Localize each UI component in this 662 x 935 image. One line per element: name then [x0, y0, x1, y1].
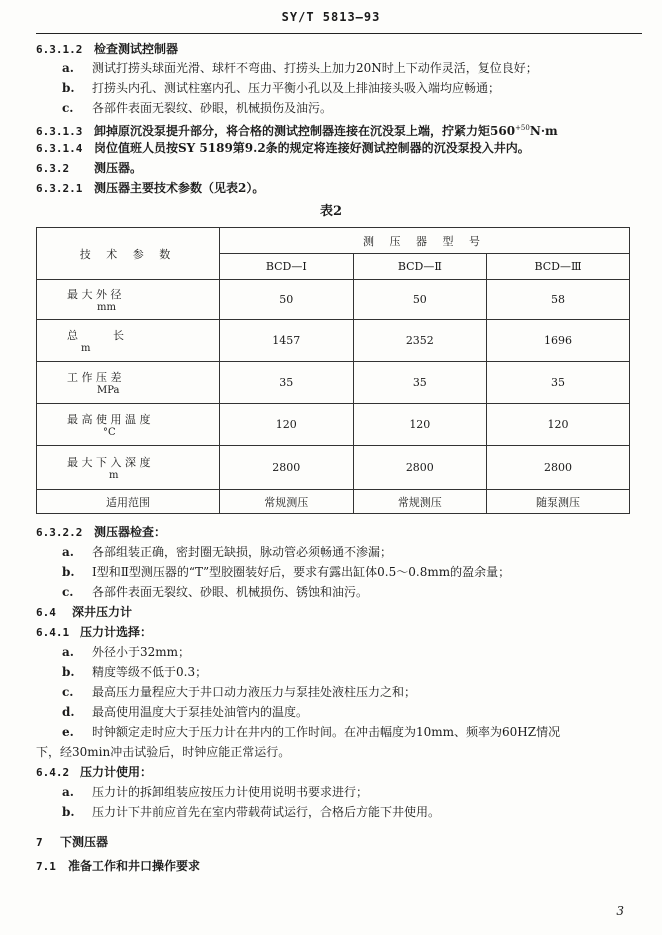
param-cell: 最 大 外 径 mm: [37, 280, 220, 320]
section-6-3-2-1: 6.3.2.1 测压器主要技术参数（见表2）。: [36, 181, 265, 195]
section-6-4-2-heading: 6.4.2 压力计使用：: [36, 765, 153, 779]
list-item: a. 各部组装正确，密封圈无缺损，脉动管必须畅通不渗漏；: [62, 545, 393, 559]
param-cell: 最 大 下 入 深 度 m: [37, 446, 220, 490]
section-6-4-heading: 6.4 深井压力计: [36, 605, 133, 619]
section-6-3-1-2-heading: 6.3.1.2 检查测试控制器: [36, 42, 179, 56]
list-item: a. 外径小于32mm；: [62, 645, 191, 659]
section-6-4-1-heading: 6.4.1 压力计选择：: [36, 625, 153, 639]
list-item: a. 压力计的拆卸组装应按压力计使用说明书要求进行；: [62, 785, 369, 799]
table-row: [37, 446, 630, 490]
value-cell: 1457: [220, 320, 354, 362]
param-cell: 工 作 压 差 MPa: [37, 362, 220, 404]
table-row: [37, 280, 630, 320]
param-cell: 总 长 m: [37, 320, 220, 362]
value-cell: 2352: [353, 320, 487, 362]
value-cell: 120: [487, 404, 630, 446]
list-item-continuation: 下，经30min冲击试验后，时钟应能正常运行。: [36, 745, 291, 759]
value-cell: 50: [353, 280, 487, 320]
list-item: e. 时钟额定走时应大于压力计在井内的工作时间。在冲击幅度为10mm、频率为60HZ情况: [62, 725, 561, 739]
value-cell: 常规测压: [220, 490, 354, 514]
model-cell: BCD—Ⅲ: [487, 254, 630, 280]
value-cell: 120: [220, 404, 354, 446]
value-cell: 35: [220, 362, 354, 404]
page-number: 3: [616, 904, 624, 918]
standard-header: SY/T 5813—93: [281, 10, 381, 24]
value-cell: 2800: [353, 446, 487, 490]
list-item: b. 压力计下井前应首先在室内带载荷试运行，合格后方能下井使用。: [62, 805, 441, 819]
section-6-3-2-2-heading: 6.3.2.2 测压器检查：: [36, 525, 167, 539]
table-row: [37, 490, 630, 514]
list-item: d. 最高使用温度大于泵挂处油管内的温度。: [62, 705, 309, 719]
technical-parameters-table: [36, 227, 630, 514]
param-cell: 最 高 使 用 温 度 °C: [37, 404, 220, 446]
list-item: a. 测试打捞头球面光滑、球杆不弯曲、打捞头上加力20N时上下动作灵活，复位良好；: [62, 61, 538, 75]
value-cell: 58: [487, 280, 630, 320]
value-cell: 2800: [220, 446, 354, 490]
value-cell: 120: [353, 404, 487, 446]
section-7-1-heading: 7.1 准备工作和井口操作要求: [36, 859, 201, 873]
value-cell: 35: [353, 362, 487, 404]
value-cell: 35: [487, 362, 630, 404]
list-item: b. 精度等级不低于0.3；: [62, 665, 208, 679]
table-row: [37, 320, 630, 362]
table-caption: 表2: [319, 204, 343, 219]
list-item: b. 打捞头内孔、测试柱塞内孔、压力平衡小孔以及上排油接头吸入端均应畅通；: [62, 81, 501, 95]
value-cell: 2800: [487, 446, 630, 490]
header-rule: [36, 33, 642, 34]
section-6-3-1-4: 6.3.1.4 岗位值班人员按SY 5189第9.2条的规定将连接好测试控制器的沉没泵投入井内。: [36, 141, 530, 155]
section-6-3-1-3: 6.3.1.3 卸掉原沉没泵提升部分，将合格的测试控制器连接在沉没泵上端，拧紧力矩$560^{+50}N\cdot m$: [36, 124, 558, 138]
model-header: 测 压 器 型 号: [220, 228, 630, 254]
model-cell: BCD—Ⅰ: [220, 254, 354, 280]
list-item: c. 最高压力量程应大于井口动力液压力与泵挂处液柱压力之和；: [62, 685, 417, 699]
value-cell: 随泵测压: [487, 490, 630, 514]
list-item: c. 各部件表面无裂纹、砂眼，机械损伤及油污。: [62, 101, 333, 115]
value-cell: 1696: [487, 320, 630, 362]
value-cell: 常规测压: [353, 490, 487, 514]
list-item: b. Ⅰ型和Ⅱ型测压器的“T”型胶圈装好后，要求有露出缸体0.5～0.8mm的盈余量；: [62, 565, 511, 579]
list-item: c. 各部件表面无裂纹、砂眼、机械损伤、锈蚀和油污。: [62, 585, 369, 599]
section-6-3-2-heading: 6.3.2 测压器。: [36, 161, 143, 175]
param-header: 技 术 参 数: [37, 228, 220, 280]
section-7-heading: 7 下测压器: [36, 835, 109, 849]
value-cell: 50: [220, 280, 354, 320]
model-cell: BCD—Ⅱ: [353, 254, 487, 280]
table-row: [37, 404, 630, 446]
param-cell: 适用范围: [37, 490, 220, 514]
table-row: [37, 362, 630, 404]
